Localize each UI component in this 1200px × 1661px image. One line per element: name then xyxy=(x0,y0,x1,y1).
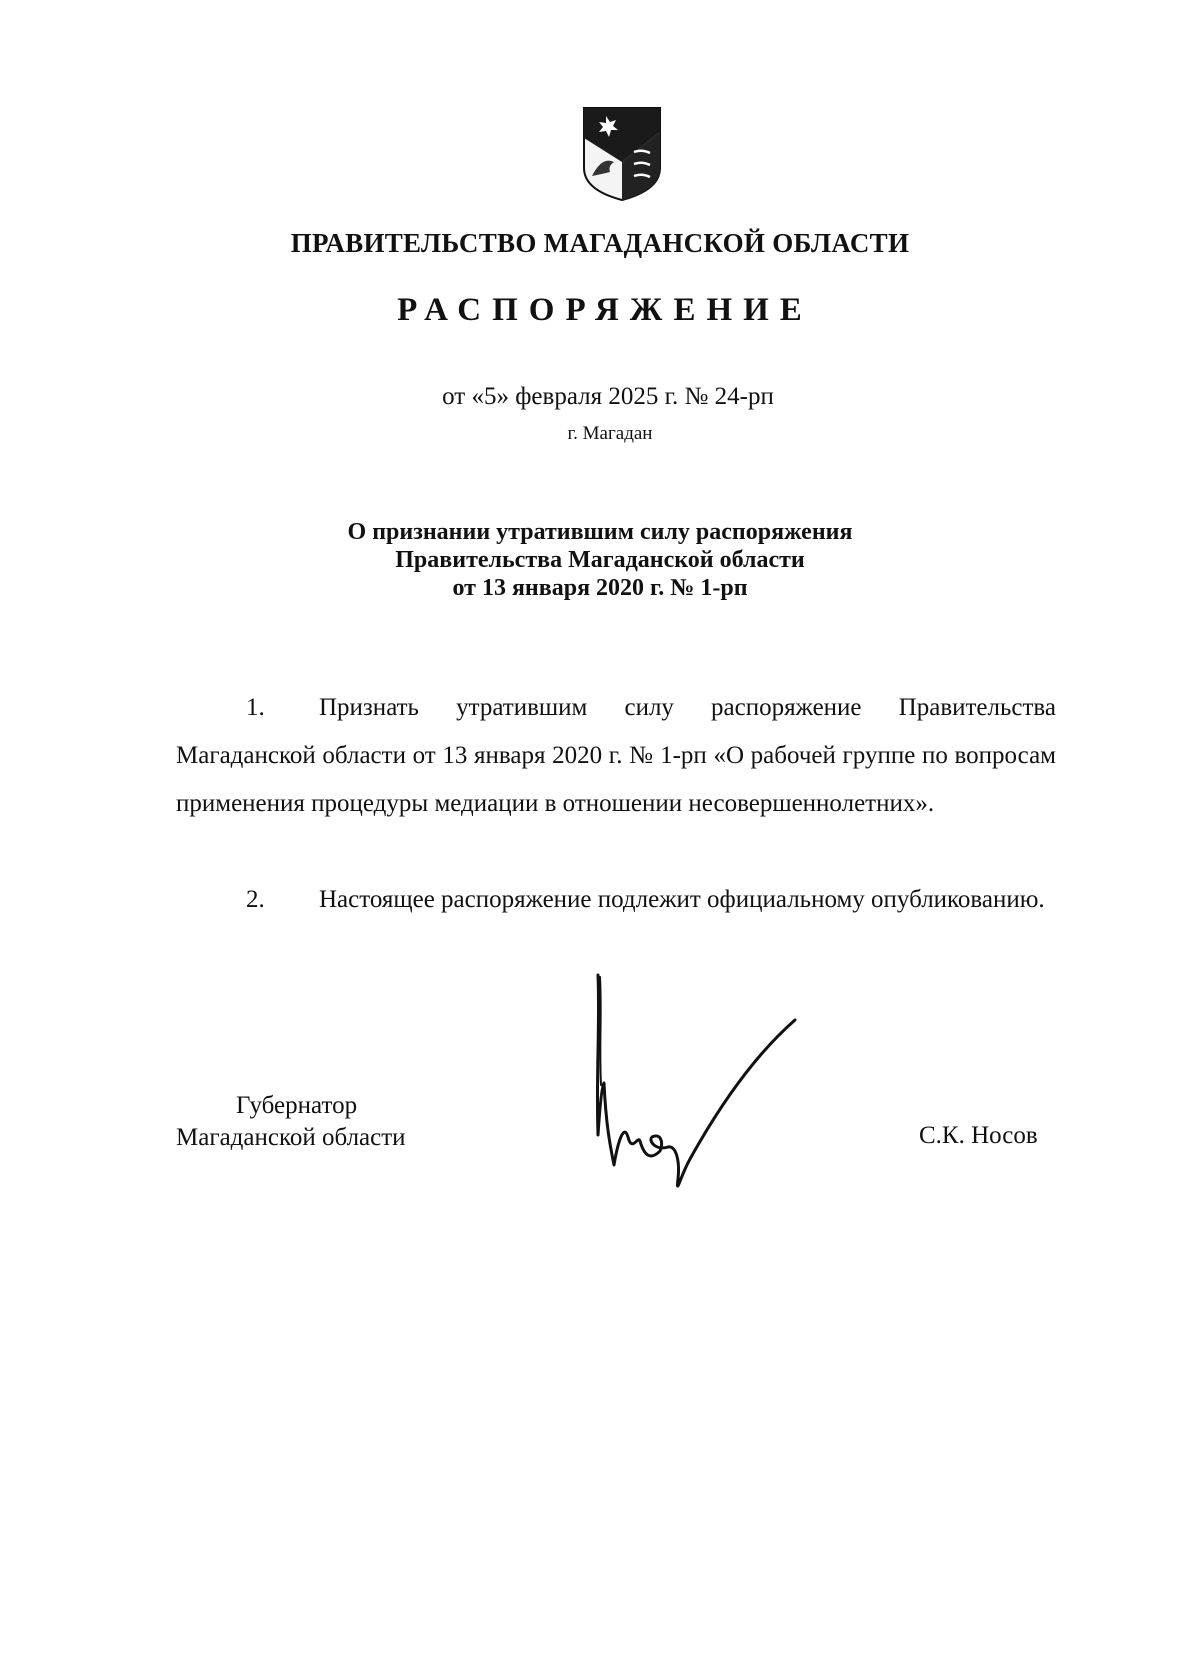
coat-of-arms-icon xyxy=(582,106,662,202)
organization-title: ПРАВИТЕЛЬСТВО МАГАДАНСКОЙ ОБЛАСТИ xyxy=(290,228,910,258)
paragraph-number: 2. xyxy=(246,886,265,913)
position-line: Магаданской области xyxy=(176,1124,406,1151)
paragraph-text: Настоящее распоряжение подлежит официальному опубликованию. xyxy=(319,886,1045,913)
subject-line: О признании утратившим силу распоряжения xyxy=(347,519,853,545)
subject-line: Правительства Магаданской области xyxy=(395,547,805,573)
document-date-number: от «5» февраля 2025 г. № 24-рп xyxy=(442,383,774,410)
paragraph-number: 1. xyxy=(246,694,265,721)
handwritten-signature-icon xyxy=(590,965,820,1215)
paragraph-2 xyxy=(176,876,1056,924)
position-line: Губернатор xyxy=(236,1092,358,1119)
signatory-position xyxy=(176,1090,406,1154)
document-type: РАСПОРЯЖЕНИЕ xyxy=(397,292,813,328)
paragraph-text: Признать утратившим силу распоряжение Правительства Магаданской области от 13 января 2020 г. № 1-рп «О рабочей группе по вопросам применения процедуры медиации в отношении несовершеннолетних». xyxy=(176,694,1056,817)
paragraph-1 xyxy=(176,684,1056,828)
subject-line: от 13 января 2020 г. № 1-рп xyxy=(452,575,748,601)
document-city: г. Магадан xyxy=(567,423,653,444)
document-subject xyxy=(0,518,1200,602)
signatory-name: С.К. Носов xyxy=(919,1122,1038,1149)
